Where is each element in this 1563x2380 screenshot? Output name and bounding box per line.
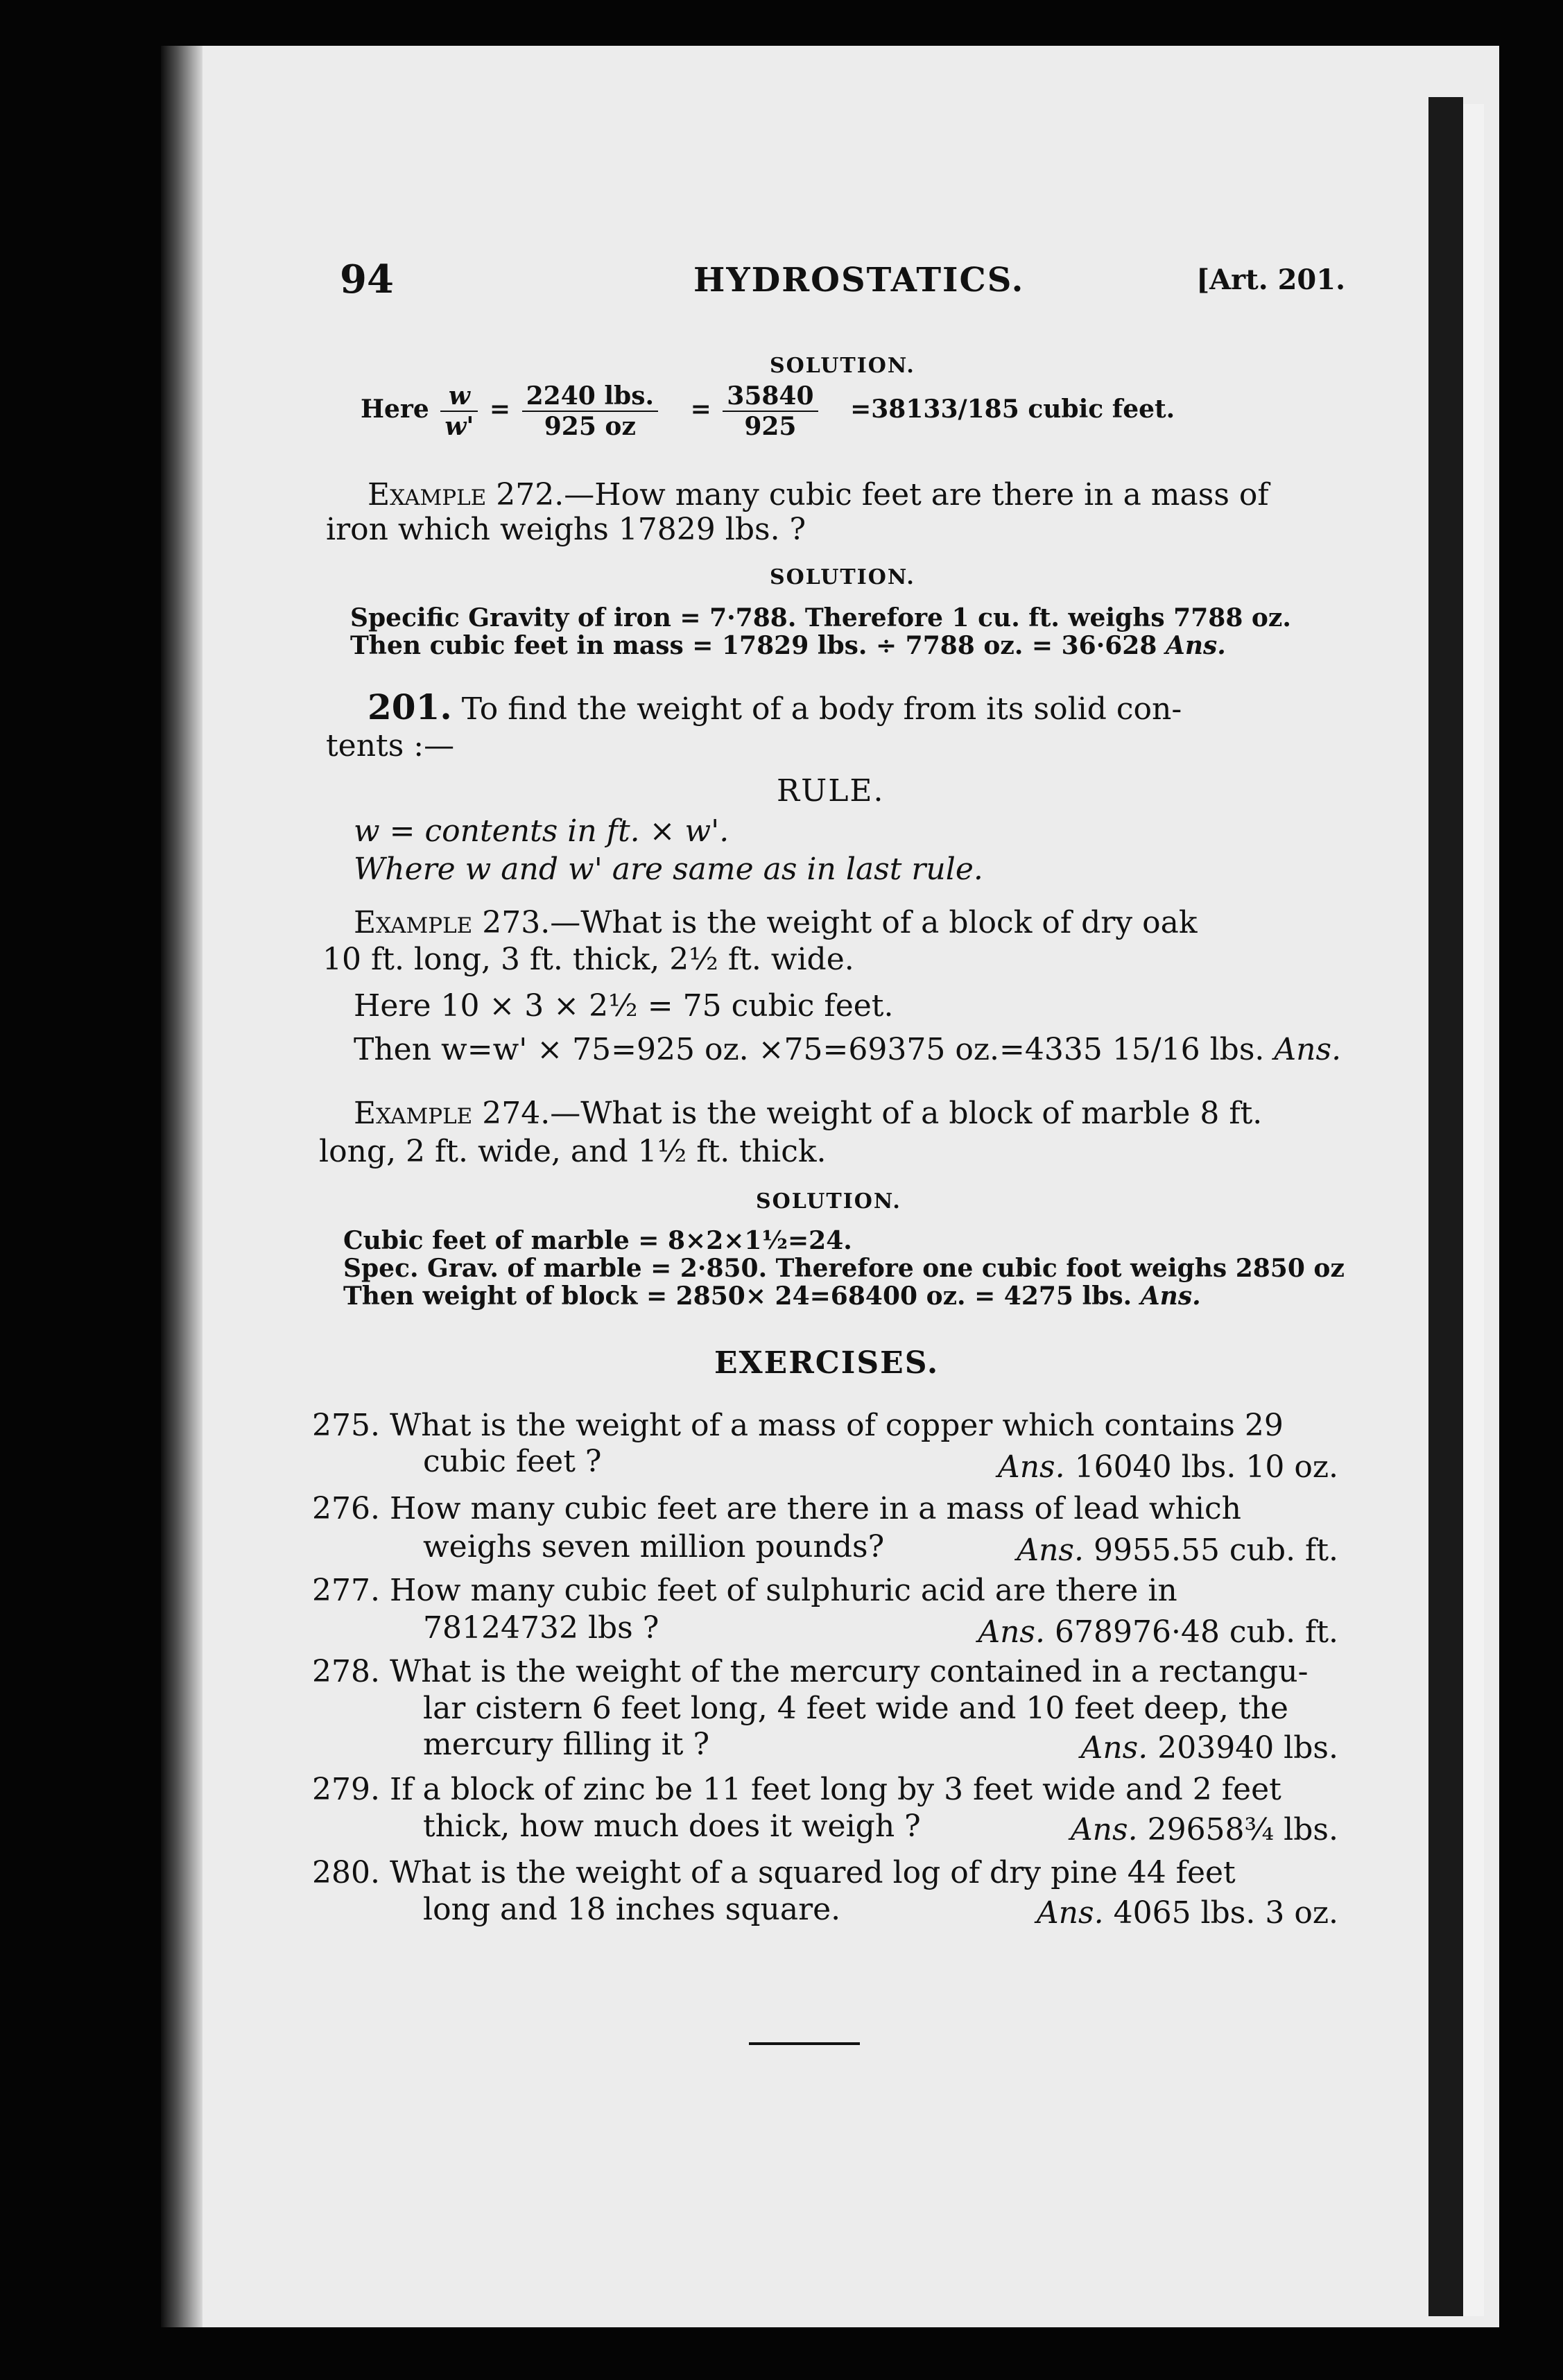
answer-label: Ans.	[1080, 1730, 1148, 1766]
exercise-answer	[1081, 1730, 1338, 1766]
equals-sign: =	[690, 395, 711, 424]
solution-line	[343, 1282, 1201, 1311]
fraction-denominator: w'	[444, 412, 474, 441]
page-right-edge	[1428, 97, 1463, 2316]
exercise-text: 78124732 lbs ?	[423, 1610, 659, 1646]
exercise-answer	[1017, 1533, 1338, 1568]
article-201-line2: tents :—	[326, 728, 455, 764]
solution-heading: SOLUTION.	[756, 1189, 901, 1214]
exercises-heading: EXERCISES.	[714, 1345, 940, 1381]
answer-value: 16040 lbs. 10 oz.	[1074, 1449, 1338, 1485]
equation-result: =38133/185 cubic feet.	[850, 395, 1175, 424]
solution-heading: SOLUTION.	[770, 565, 915, 589]
solution-line	[350, 631, 1226, 660]
answer-value: 29658¾ lbs.	[1147, 1812, 1338, 1847]
fraction-denominator: 925 oz	[544, 412, 636, 441]
example-273-line2: 10 ft. long, 3 ft. thick, 2½ ft. wide.	[322, 942, 854, 977]
example-text: Then w=w' × 75=925 oz. ×75=69375 oz.=4335 15/16 lbs.	[354, 1032, 1265, 1067]
solution-line: Spec. Grav. of marble = 2·850. Therefore one cubic foot weighs 2850 oz	[343, 1254, 1345, 1283]
example-273	[354, 905, 1198, 940]
example-label: Example 273.	[354, 905, 551, 940]
exercise-text: How many cubic feet of sulphuric acid are there in	[389, 1573, 1177, 1608]
fraction-denominator: 925	[744, 412, 797, 441]
exercise-text: thick, how much does it weigh ?	[423, 1809, 921, 1844]
example-274-line2: long, 2 ft. wide, and 1½ ft. thick.	[319, 1134, 827, 1169]
fraction-w	[440, 381, 478, 441]
example-text: —What is the weight of a block of marble 8 ft.	[550, 1096, 1263, 1131]
fraction-ounces	[723, 381, 818, 441]
answer-value: 9955.55 cub. ft.	[1093, 1533, 1338, 1568]
example-label: Example 274.	[354, 1096, 551, 1131]
fraction-numerator: w	[440, 381, 478, 412]
fraction-numerator: 35840	[723, 381, 818, 412]
example-273-line3: Here 10 × 3 × 2½ = 75 cubic feet.	[354, 988, 894, 1024]
exercise-number: 279.	[312, 1772, 380, 1807]
exercise-number: 278.	[312, 1654, 380, 1689]
answer-label: Ans.	[1140, 1282, 1201, 1311]
answer-value: 678976·48 cub. ft.	[1055, 1614, 1338, 1650]
solution-heading: SOLUTION.	[770, 354, 915, 378]
running-title: HYDROSTATICS.	[693, 261, 1025, 300]
solution-line: Cubic feet of marble = 8×2×1½=24.	[343, 1226, 852, 1255]
next-page-strip	[1463, 104, 1484, 2316]
equation-here: Here	[361, 395, 429, 424]
exercise-text: weighs seven million pounds?	[423, 1529, 885, 1564]
example-274	[354, 1096, 1262, 1131]
exercise-number: 275.	[312, 1408, 380, 1443]
solution-line: Specific Gravity of iron = 7·788. Therefore 1 cu. ft. weighs 7788 oz.	[350, 603, 1291, 632]
exercise-text: What is the weight of a mass of copper which contains 29	[389, 1408, 1284, 1443]
fraction-weights	[522, 381, 658, 441]
exercise-text: How many cubic feet are there in a mass of lead which	[389, 1491, 1241, 1526]
exercise-text: cubic feet ?	[423, 1444, 602, 1479]
exercise-text: mercury filling it ?	[423, 1727, 710, 1762]
rule-heading: RULE.	[777, 773, 885, 809]
example-text: —What is the weight of a block of dry oak	[550, 905, 1198, 940]
running-header	[319, 257, 1345, 312]
article-reference: [Art. 201.	[1196, 264, 1345, 296]
solution-equation	[361, 381, 1175, 441]
rule-formula: w = contents in ft. × w'.	[354, 813, 729, 849]
solution-text: Then weight of block = 2850× 24=68400 oz. = 4275 lbs.	[343, 1282, 1132, 1311]
end-of-section-rule	[749, 2042, 860, 2045]
exercise-number: 277.	[312, 1573, 380, 1608]
answer-label: Ans.	[1070, 1812, 1138, 1847]
exercise-text: lar cistern 6 feet long, 4 feet wide and 10 feet deep, the	[423, 1691, 1288, 1726]
example-text: —How many cubic feet are there in a mass of	[564, 477, 1269, 512]
example-272	[368, 477, 1269, 512]
article-number: 201.	[368, 687, 452, 727]
example-273-line4	[354, 1032, 1341, 1067]
article-text: To find the weight of a body from its solid con-	[461, 691, 1182, 727]
exercise-text: What is the weight of the mercury contained in a rectangu-	[389, 1654, 1309, 1689]
page-number: 94	[340, 257, 394, 302]
example-label: Example 272.	[368, 477, 564, 512]
exercise-number: 280.	[312, 1855, 380, 1890]
article-201	[368, 687, 1182, 727]
answer-label: Ans.	[1165, 631, 1226, 660]
answer-value: 203940 lbs.	[1157, 1730, 1338, 1766]
answer-value: 4065 lbs. 3 oz.	[1113, 1895, 1338, 1931]
exercise-text: long and 18 inches square.	[423, 1892, 841, 1927]
solution-text: Then cubic feet in mass = 17829 lbs. ÷ 7788 oz. = 36·628	[350, 631, 1157, 660]
rule-explanation: Where w and w' are same as in last rule.	[354, 852, 983, 887]
exercise-text: What is the weight of a squared log of dry pine 44 feet	[389, 1855, 1236, 1890]
answer-label: Ans.	[1036, 1895, 1104, 1931]
equals-sign: =	[489, 395, 511, 424]
answer-label: Ans.	[997, 1449, 1065, 1485]
exercise-text: If a block of zinc be 11 feet long by 3 feet wide and 2 feet	[389, 1772, 1281, 1807]
exercise-answer	[1071, 1812, 1338, 1847]
page-gutter-shadow	[161, 46, 202, 2327]
example-272-line2: iron which weighs 17829 lbs. ?	[326, 512, 806, 547]
exercise-answer	[998, 1449, 1338, 1485]
exercise-answer	[978, 1614, 1338, 1650]
fraction-numerator: 2240 lbs.	[522, 381, 658, 412]
answer-label: Ans.	[1017, 1533, 1084, 1568]
answer-label: Ans.	[1274, 1032, 1342, 1067]
exercise-answer	[1037, 1895, 1338, 1931]
answer-label: Ans.	[978, 1614, 1045, 1650]
exercise-number: 276.	[312, 1491, 380, 1526]
